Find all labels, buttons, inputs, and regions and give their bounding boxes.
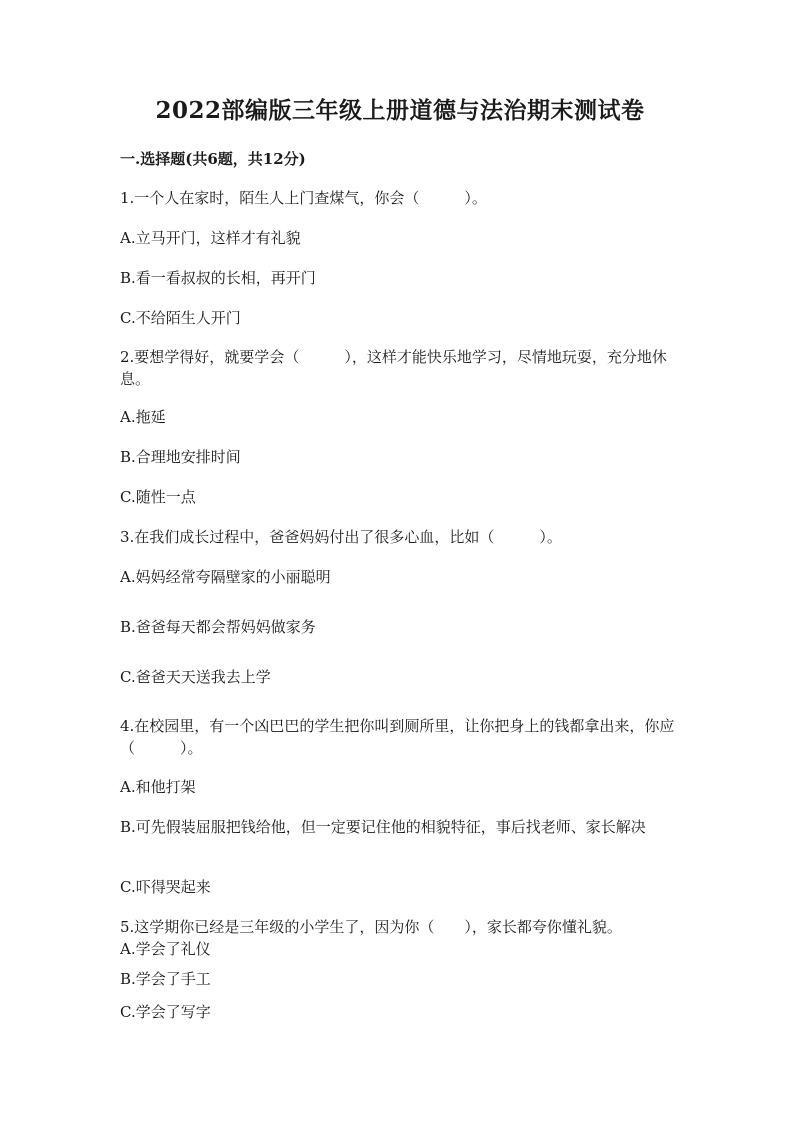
question-2-stem: 2.要想学得好，就要学会（ ），这样才能快乐地学习，尽情地玩耍，充分地休息。: [120, 348, 667, 388]
question-1-option-b: B.看一看叔叔的长相，再开门: [120, 269, 316, 287]
question-3-stem: 3.在我们成长过程中，爸爸妈妈付出了很多心血，比如（ ）。: [120, 528, 562, 546]
question-5-option-b: B.学会了手工: [120, 970, 211, 988]
question-2-option-b: B.合理地安排时间: [120, 448, 241, 466]
question-1-option-a: A.立马开门，这样才有礼貌: [120, 229, 301, 247]
question-2-option-a: A.拖延: [120, 408, 166, 426]
question-3-option-a: A.妈妈经常夸隔壁家的小丽聪明: [120, 568, 331, 586]
question-5-option-c: C.学会了写字: [120, 1003, 211, 1021]
question-4-stem: 4.在校园里，有一个凶巴巴的学生把你叫到厕所里，让你把身上的钱都拿出来，你应（ ）。: [120, 717, 675, 757]
question-3-option-c: C.爸爸天天送我去上学: [120, 668, 271, 686]
question-1-stem: 1.一个人在家时，陌生人上门查煤气，你会（ ）。: [120, 189, 487, 207]
question-5-option-a: A.学会了礼仪: [120, 940, 211, 958]
question-2-option-c: C.随性一点: [120, 488, 196, 506]
question-3-option-b: B.爸爸每天都会帮妈妈做家务: [120, 618, 316, 636]
question-5-stem: 5.这学期你已经是三年级的小学生了，因为你（ ），家长都夸你懂礼貌。: [120, 918, 622, 936]
question-4-option-b: B.可先假装屈服把钱给他，但一定要记住他的相貌特征，事后找老师、家长解决: [120, 818, 646, 836]
page-title: 2022部编版三年级上册道德与法治期末测试卷: [155, 97, 645, 124]
question-4-option-a: A.和他打架: [120, 778, 196, 796]
section-heading: 一.选择题(共6题，共12分): [120, 150, 306, 168]
question-4-option-c: C.吓得哭起来: [120, 878, 211, 896]
question-1-option-c: C.不给陌生人开门: [120, 309, 241, 327]
